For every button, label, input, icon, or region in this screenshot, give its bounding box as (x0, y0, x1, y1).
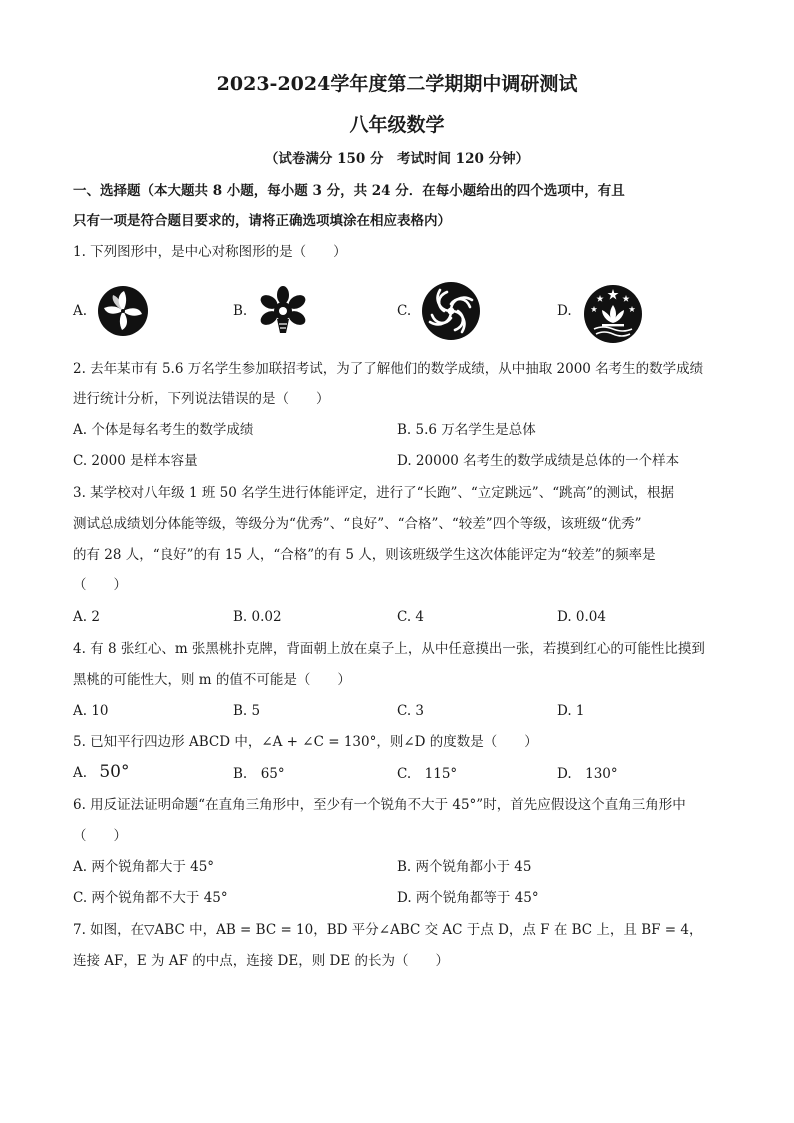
q6-stem-line2: （ ） (73, 828, 127, 844)
q5-option-c[interactable]: C. 115° (397, 766, 458, 782)
section-heading-line2: 只有一项是符合题目要求的，请将正确选项填涂在相应表格内） (73, 213, 451, 229)
q6-option-c[interactable]: C. 两个锐角都不大于 45° (73, 890, 228, 906)
q5-option-a-value: 50° (99, 762, 130, 782)
q4-option-c[interactable]: C. 3 (397, 703, 425, 719)
q2-stem-line1: 2. 去年某市有 5.6 万名学生参加联招考试，为了了解他们的数学成绩，从中抽取 2000 名考生的数学成绩 (73, 361, 704, 377)
section-heading-line1: 一、选择题（本大题共 8 小题，每小题 3 分，共 24 分．在每小题给出的四个选项中，有且 (73, 183, 625, 199)
q2-stem-line2: 进行统计分析，下列说法错误的是（ ） (73, 391, 330, 407)
bauhinia-emblem-icon (97, 285, 149, 337)
q5-option-a-label: A. (73, 765, 88, 781)
exam-title: 2023-2024学年度第二学期期中调研测试 (216, 73, 578, 95)
exam-info: （试卷满分 150 分 考试时间 120 分钟） (264, 151, 530, 167)
q1-option-d-label: D. (557, 303, 572, 319)
spiral-emblem-icon (420, 280, 482, 342)
flower-emblem-icon (257, 285, 309, 337)
q6-option-d[interactable]: D. 两个锐角都等于 45° (397, 890, 539, 906)
q4-option-d[interactable]: D. 1 (557, 703, 585, 719)
q3-option-a[interactable]: A. 2 (73, 609, 100, 625)
q6-option-b[interactable]: B. 两个锐角都小于 45 (397, 859, 532, 875)
q3-option-c[interactable]: C. 4 (397, 609, 425, 625)
q1-option-c-label: C. (397, 303, 412, 319)
q1-option-b-label: B. (233, 303, 248, 319)
q6-option-a[interactable]: A. 两个锐角都大于 45° (73, 859, 215, 875)
exam-subject: 八年级数学 (349, 114, 445, 136)
q1-option-a-label: A. (73, 303, 88, 319)
q1-stem: 1. 下列图形中，是中心对称图形的是（ ） (73, 244, 347, 260)
lotus-emblem-icon (582, 283, 644, 345)
q5-stem: 5. 已知平行四边形 ABCD 中，∠A + ∠C = 130°，则∠D 的度数是（ ） (73, 734, 538, 750)
q3-stem-line4: （ ） (73, 577, 127, 593)
q6-stem-line1: 6. 用反证法证明命题“在直角三角形中，至少有一个锐角不大于 45°”时，首先应假设这个直角三角形中 (73, 797, 686, 813)
q7-stem-line2: 连接 AF，E 为 AF 的中点，连接 DE，则 DE 的长为（ ） (73, 953, 449, 969)
q2-option-c[interactable]: C. 2000 是样本容量 (73, 453, 198, 469)
q7-stem-line1: 7. 如图，在▽ABC 中，AB = BC = 10，BD 平分∠ABC 交 AC 于点 D，点 F 在 BC 上，且 BF = 4， (73, 922, 703, 938)
q4-option-a[interactable]: A. 10 (73, 703, 109, 719)
q2-option-d[interactable]: D. 20000 名考生的数学成绩是总体的一个样本 (397, 453, 680, 469)
q2-option-b[interactable]: B. 5.6 万名学生是总体 (397, 422, 536, 438)
q3-stem-line1: 3. 某学校对八年级 1 班 50 名学生进行体能评定，进行了“长跑”、“立定跳远”、“跳高”的测试，根据 (73, 485, 675, 501)
q5-option-a[interactable] (73, 763, 129, 782)
q3-option-b[interactable]: B. 0.02 (233, 609, 282, 625)
q3-stem-line3: 的有 28 人，“良好”的有 15 人，“合格”的有 5 人，则该班级学生这次体能评定为“较差”的频率是 (73, 547, 656, 563)
q5-option-b[interactable]: B. 65° (233, 766, 285, 782)
q4-option-b[interactable]: B. 5 (233, 703, 261, 719)
q5-option-d[interactable]: D. 130° (557, 766, 618, 782)
q4-stem-line1: 4. 有 8 张红心、m 张黑桃扑克牌，背面朝上放在桌子上，从中任意摸出一张，若摸到红心的可能性比摸到 (73, 641, 705, 657)
q3-stem-line2: 测试总成绩划分体能等级，等级分为“优秀”、“良好”、“合格”、“较差”四个等级，该班级“优秀” (73, 516, 642, 532)
q4-stem-line2: 黑桃的可能性大，则 m 的值不可能是（ ） (73, 672, 351, 688)
q3-option-d[interactable]: D. 0.04 (557, 609, 606, 625)
q2-option-a[interactable]: A. 个体是每名考生的数学成绩 (73, 422, 254, 438)
